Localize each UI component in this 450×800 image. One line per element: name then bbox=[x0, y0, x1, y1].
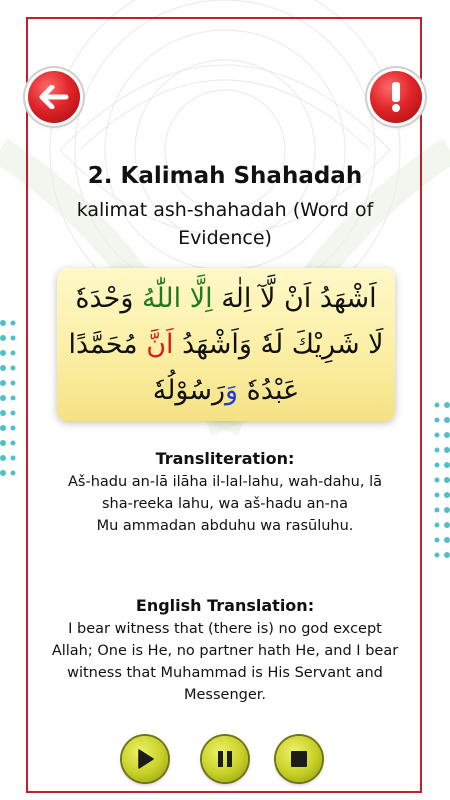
transliteration-line: sha-reeka lahu, wa aš-hadu an-na bbox=[102, 496, 348, 512]
page-title: 2. Kalimah Shahadah bbox=[87, 163, 363, 189]
translation-line: Allah; One is He, no partner hath He, and I bear bbox=[51, 643, 399, 659]
arabic-segment: مُحَمَّدًا bbox=[68, 329, 147, 360]
back-button[interactable] bbox=[28, 71, 80, 123]
play-icon bbox=[134, 748, 156, 770]
translation-heading: English Translation: bbox=[135, 596, 315, 615]
arabic-segment-highlight: اَنَّ bbox=[146, 329, 174, 360]
stop-icon bbox=[289, 749, 309, 769]
arabic-segment: لَا شَرِيْكَ لَهٗ وَاَشْهَدُ bbox=[173, 329, 384, 360]
pause-button[interactable] bbox=[202, 736, 248, 782]
transliteration-text bbox=[30, 471, 420, 537]
arabic-line-2 bbox=[67, 322, 385, 368]
translation-line: witness that Muhammad is His Servant and bbox=[67, 665, 383, 681]
decorative-dots-right bbox=[430, 400, 450, 570]
page-subtitle: kalimat ash-shahadah (Word of Evidence) bbox=[76, 199, 374, 249]
pause-icon bbox=[214, 748, 236, 770]
transliteration-line: Mu ammadan abduhu wa rasūluhu. bbox=[96, 518, 354, 534]
arabic-text-panel bbox=[57, 268, 395, 421]
arabic-line-1 bbox=[67, 276, 385, 322]
play-button[interactable] bbox=[122, 736, 168, 782]
arrow-left-icon bbox=[39, 85, 69, 109]
arabic-line-3 bbox=[67, 368, 385, 414]
info-button[interactable] bbox=[370, 71, 422, 123]
translation-text bbox=[30, 618, 420, 706]
transliteration-line: Aš-hadu an-lā ilāha il-lal-lahu, wah-dahu, lā bbox=[68, 474, 382, 490]
arabic-segment: وَحْدَهٗ bbox=[75, 283, 142, 314]
arabic-segment: اَشْهَدُ اَنْ لَّآ اِلٰهَ bbox=[212, 283, 377, 314]
playback-controls bbox=[122, 736, 328, 786]
arabic-segment-highlight: وَ bbox=[225, 375, 239, 406]
transliteration-heading: Transliteration: bbox=[155, 449, 295, 468]
translation-line: Messenger. bbox=[183, 687, 266, 703]
exclamation-icon bbox=[390, 82, 402, 112]
translation-line: I bear witness that (there is) no god except bbox=[68, 621, 382, 637]
stop-button[interactable] bbox=[276, 736, 322, 782]
arabic-segment: عَبْدُهٗ bbox=[238, 375, 300, 406]
arabic-segment: رَسُوْلُهٗ bbox=[152, 375, 226, 406]
arabic-segment-highlight: اِلَّا اللّٰهُ bbox=[142, 283, 213, 314]
